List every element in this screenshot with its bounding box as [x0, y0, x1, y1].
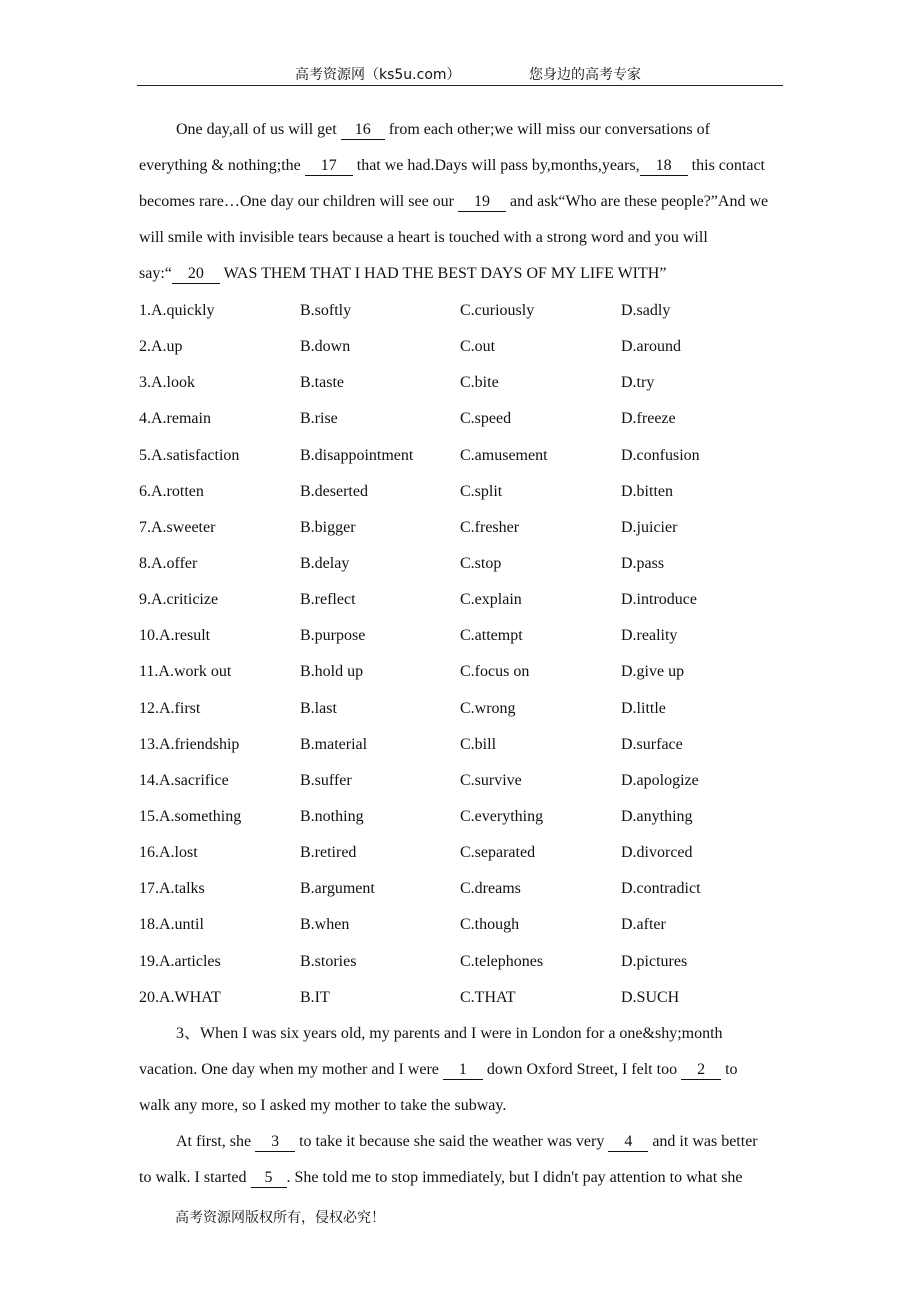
option-a: 9.A.criticize	[139, 591, 219, 609]
option-d: D.sadly	[621, 302, 671, 319]
blank-p3-3: 3	[255, 1133, 295, 1152]
option-a: 5.A.satisfaction	[139, 446, 240, 464]
option-row	[139, 944, 784, 980]
option-a: 1.A.quickly	[139, 302, 215, 319]
option-b: B.when	[300, 916, 350, 934]
blank-p3-5: 5	[251, 1169, 287, 1188]
option-d: D.SUCH	[621, 988, 680, 1006]
answer-options	[139, 293, 784, 1016]
option-c: C.wrong	[460, 699, 516, 717]
blank-p3-4: 4	[608, 1133, 648, 1152]
option-b: B.nothing	[300, 807, 364, 825]
option-c: C.split	[460, 482, 503, 500]
option-row	[139, 510, 784, 546]
option-row	[139, 871, 784, 907]
option-row	[139, 293, 784, 329]
option-b: B.delay	[300, 554, 350, 572]
option-a: 11.A.work out	[139, 663, 232, 681]
option-a: 8.A.offer	[139, 554, 198, 572]
option-a: 20.A.WHAT	[139, 988, 221, 1006]
page-footer: 高考资源网版权所有，侵权必究！	[175, 1210, 385, 1226]
option-b: B.rise	[300, 410, 338, 428]
passage3-line3: walk any more, so I asked my mother to take the subway.	[139, 1097, 507, 1114]
option-d: D.around	[621, 338, 681, 356]
option-row	[139, 474, 784, 510]
option-b: B.last	[300, 699, 337, 717]
header-source: 高考资源网（ks5u.com）	[295, 67, 461, 83]
option-d: D.freeze	[621, 410, 676, 428]
option-row	[139, 365, 784, 401]
option-d: D.pictures	[621, 952, 688, 970]
option-row	[139, 546, 784, 582]
option-a: 18.A.until	[139, 916, 204, 934]
option-a: 17.A.talks	[139, 880, 205, 898]
passage3-line1: 3、When I was six years old, my parents and I were in London for a one&shy;month	[176, 1025, 723, 1042]
option-b: B.reflect	[300, 591, 356, 609]
option-a: 14.A.sacrifice	[139, 771, 229, 789]
option-a: 19.A.articles	[139, 952, 221, 970]
option-c: C.bite	[460, 374, 499, 392]
option-b: B.argument	[300, 880, 375, 898]
option-a: 7.A.sweeter	[139, 518, 216, 536]
option-b: B.stories	[300, 952, 357, 970]
option-row	[139, 980, 784, 1016]
blank-20: 20	[172, 265, 220, 284]
blank-17: 17	[305, 157, 353, 176]
option-row	[139, 654, 784, 690]
option-c: C.stop	[460, 554, 502, 572]
option-b: B.hold up	[300, 663, 364, 681]
option-d: D.reality	[621, 627, 678, 645]
option-d: D.surface	[621, 735, 683, 753]
option-c: C.everything	[460, 807, 544, 825]
option-row	[139, 727, 784, 763]
option-c: C.telephones	[460, 952, 544, 970]
option-row	[139, 582, 784, 618]
page-header	[137, 62, 783, 84]
option-b: B.IT	[300, 988, 330, 1006]
option-d: D.bitten	[621, 482, 673, 500]
option-a: 15.A.something	[139, 807, 242, 825]
option-a: 2.A.up	[139, 338, 183, 356]
passage3-line2: vacation. One day when my mother and I were 1 down Oxford Street, I felt too 2 to	[139, 1061, 738, 1078]
header-slogan: 您身边的高考专家	[529, 67, 641, 83]
blank-p3-1: 1	[443, 1061, 483, 1080]
option-d: D.try	[621, 374, 655, 392]
option-d: D.anything	[621, 807, 693, 825]
option-d: D.apologize	[621, 771, 699, 789]
option-a: 4.A.remain	[139, 410, 211, 428]
option-c: C.attempt	[460, 627, 523, 645]
option-c: C.amusement	[460, 446, 548, 464]
passage2-line5: say:“ 20 WAS THEM THAT I HAD THE BEST DAYS OF MY LIFE WITH”	[139, 265, 667, 282]
blank-p3-2: 2	[681, 1061, 721, 1080]
option-c: C.out	[460, 338, 496, 356]
option-c: C.separated	[460, 844, 536, 862]
option-row	[139, 329, 784, 365]
option-row	[139, 799, 784, 835]
option-d: D.after	[621, 916, 666, 934]
option-a: 3.A.look	[139, 374, 195, 392]
option-b: B.disappointment	[300, 446, 414, 464]
option-row	[139, 618, 784, 654]
option-c: C.THAT	[460, 988, 516, 1006]
option-row	[139, 835, 784, 871]
passage2-line2: everything & nothing;the 17 that we had.Days will pass by,months,years, 18 this contact	[139, 157, 765, 174]
option-row	[139, 438, 784, 474]
option-b: B.down	[300, 338, 351, 356]
option-c: C.though	[460, 916, 520, 934]
option-b: B.deserted	[300, 482, 368, 500]
option-row	[139, 907, 784, 943]
option-c: C.fresher	[460, 518, 520, 536]
option-b: B.material	[300, 735, 368, 753]
option-d: D.contradict	[621, 880, 701, 898]
option-d: D.confusion	[621, 446, 700, 464]
blank-18: 18	[640, 157, 688, 176]
passage2-line4: will smile with invisible tears because a heart is touched with a strong word and you will	[139, 229, 708, 246]
option-row	[139, 691, 784, 727]
option-c: C.dreams	[460, 880, 521, 898]
passage2-line3: becomes rare…One day our children will see our 19 and ask“Who are these people?”And we	[139, 193, 769, 210]
option-d: D.pass	[621, 554, 665, 572]
option-b: B.bigger	[300, 518, 356, 536]
option-b: B.purpose	[300, 627, 366, 645]
option-c: C.explain	[460, 591, 522, 609]
option-c: C.focus on	[460, 663, 530, 681]
option-c: C.speed	[460, 410, 512, 428]
option-a: 6.A.rotten	[139, 482, 204, 500]
option-b: B.softly	[300, 302, 352, 319]
option-row	[139, 401, 784, 437]
passage3-line5: to walk. I started 5 . She told me to stop immediately, but I didn't pay attention to what she	[139, 1169, 743, 1186]
passage2-line1: One day,all of us will get 16 from each other;we will miss our conversations of	[176, 121, 710, 138]
blank-16: 16	[341, 121, 385, 140]
option-a: 12.A.first	[139, 699, 201, 717]
option-c: C.bill	[460, 735, 497, 753]
option-b: B.suffer	[300, 771, 352, 789]
option-d: D.little	[621, 699, 666, 717]
blank-19: 19	[458, 193, 506, 212]
option-d: D.juicier	[621, 518, 678, 536]
option-a: 13.A.friendship	[139, 735, 240, 753]
option-b: B.taste	[300, 374, 344, 392]
header-rule	[137, 85, 783, 86]
option-d: D.introduce	[621, 591, 697, 609]
option-c: C.survive	[460, 771, 522, 789]
passage3-line4: At first, she 3 to take it because she said the weather was very 4 and it was better	[176, 1133, 758, 1150]
option-c: C.curiously	[460, 302, 535, 319]
option-b: B.retired	[300, 844, 357, 862]
option-d: D.give up	[621, 663, 685, 681]
option-d: D.divorced	[621, 844, 693, 862]
option-a: 10.A.result	[139, 627, 211, 645]
option-a: 16.A.lost	[139, 844, 198, 862]
option-row	[139, 763, 784, 799]
